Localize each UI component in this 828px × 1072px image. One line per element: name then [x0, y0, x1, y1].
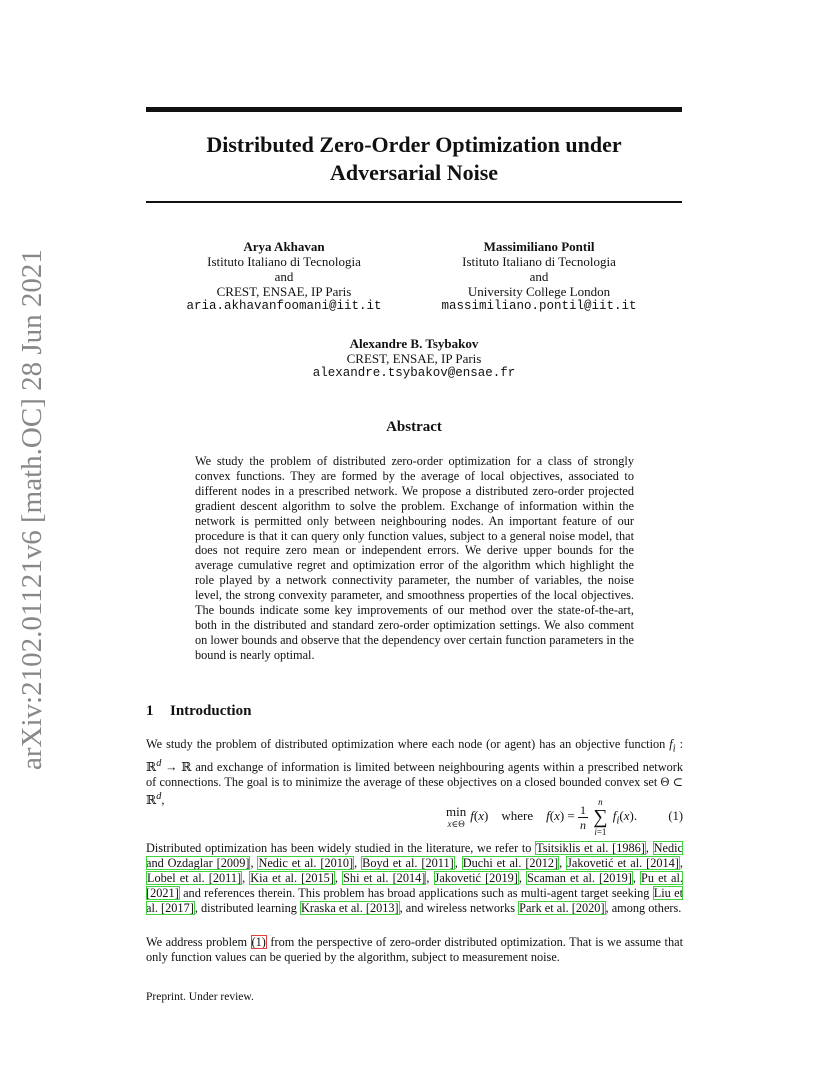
author-and: and	[274, 269, 294, 284]
arxiv-stamp: arXiv:2102.01121v6 [math.OC] 28 Jun 2021	[16, 249, 48, 770]
paper-title	[146, 131, 682, 187]
author-affiliation: Istituto Italiano di Tecnologia	[462, 254, 616, 269]
author-and: and	[529, 269, 549, 284]
title-bottom-rule	[146, 201, 682, 203]
author-name: Massimiliano Pontil	[483, 239, 595, 254]
citation-link[interactable]: Shi et al. [2014]	[343, 870, 426, 885]
text-run: from the perspective of zero-order distributed optimization. That is we assume that only function values can be queried by the algorithm, subject to measurement noise.	[146, 935, 683, 964]
math-theta: Θ ⊂ ℝ$^d$	[146, 775, 683, 808]
section-heading	[146, 703, 251, 720]
equation-body: min x∈Θ f(x) where f(x) = $\frac{1}{n}$ n ∑ i=1 $f_i(x)$.	[446, 797, 638, 837]
section-number: 1	[146, 703, 154, 719]
title-line-1: Distributed Zero-Order Optimization under	[206, 132, 622, 157]
author-name: Arya Akhavan	[243, 239, 325, 254]
citation-link[interactable]: Jakovetić et al. [2014]	[567, 855, 679, 870]
text-run: , among others.	[605, 900, 682, 915]
citation-link[interactable]: Nedic et al. [2010]	[258, 855, 354, 870]
text-run: We address problem	[146, 935, 251, 949]
author-block-1	[170, 239, 398, 314]
text-run: ,	[161, 793, 165, 808]
intro-paragraph-2: Distributed optimization has been widely studied in the literature, we refer to Tsitsiklis et al. [1986], Nedic and Ozdaglar [2009], Nedic et al. [2010], Boyd et al. [2011], Duchi et al. [2012], Jakovetić et al. [2014], Lobel et al. [2011], Kia et al. [2015], Shi et al. [2014], Jakovetić [2019], Scaman et al. [2019], Pu et al. [2021] and references therein. This problem has broad applications such as multi-agent target seeking Liu et al. [2017], distributed learning Kraska et al. [2013], and wireless networks Park et al. [2020], among others.	[146, 841, 684, 915]
title-line-2: Adversarial Noise	[329, 160, 499, 185]
citation-link[interactable]: Tsitsiklis et al. [1986]	[536, 841, 645, 855]
math-fi: $f_i$ : ℝ$^d$ → ℝ	[146, 737, 683, 775]
text-run: We study the problem of distributed optimization where each node (or agent) has an objective function	[146, 737, 670, 751]
citation-link[interactable]: Kraska et al. [2013]	[301, 900, 399, 915]
author-name: Alexandre B. Tsybakov	[349, 336, 479, 351]
equation-ref-link[interactable]: (1)	[251, 935, 266, 949]
citation-link[interactable]: Lobel et al. [2011]	[147, 870, 242, 885]
equation-1	[146, 795, 683, 839]
intro-paragraph-3	[146, 935, 683, 965]
equation-number: (1)	[668, 809, 683, 823]
text-run: , and wireless networks	[399, 900, 519, 915]
author-block-3	[280, 336, 548, 381]
citation-link[interactable]: Jakovetić [2019]	[434, 870, 518, 885]
author-affiliation: Istituto Italiano di Tecnologia	[207, 254, 361, 269]
citation-link[interactable]: Pu et al. [2021]	[146, 870, 684, 900]
author-block-2	[424, 239, 654, 314]
author-email[interactable]: aria.akhavanfoomani@iit.it	[186, 299, 382, 313]
equation-where: where	[501, 807, 534, 823]
citation-link[interactable]: Scaman et al. [2019]	[527, 870, 632, 885]
abstract-heading: Abstract	[386, 419, 442, 435]
section-title: Introduction	[170, 703, 252, 719]
citation-link[interactable]: Liu et al. [2017]	[146, 885, 684, 915]
citation-link[interactable]: Duchi et al. [2012]	[462, 855, 559, 870]
title-top-rule	[146, 107, 682, 112]
text-run: and references therein. This problem has broad applications such as multi-agent target seeking	[179, 885, 653, 900]
author-email[interactable]: alexandre.tsybakov@ensae.fr	[312, 366, 516, 380]
sum-symbol: n ∑ i=1	[593, 797, 608, 837]
author-email[interactable]: massimiliano.pontil@iit.it	[441, 299, 637, 313]
text-run: , distributed learning	[194, 900, 300, 915]
citation-link[interactable]: Boyd et al. [2011]	[362, 855, 454, 870]
citation-link[interactable]: Park et al. [2020]	[519, 900, 605, 915]
author-affiliation: CREST, ENSAE, IP Paris	[216, 284, 352, 299]
author-affiliation: CREST, ENSAE, IP Paris	[346, 351, 482, 366]
min-operator: min x∈Θ	[446, 804, 467, 829]
footer-note: Preprint. Under review.	[146, 991, 254, 1003]
author-affiliation: University College London	[467, 284, 611, 299]
citation-link[interactable]: Nedic and Ozdaglar [2009]	[146, 841, 683, 870]
text-run: and exchange of information is limited between neighbouring agents within a prescribed network of connections. The goal is to minimize the average of these objectives on a closed bounded convex set	[146, 760, 683, 790]
text-run: Distributed optimization has been widely studied in the literature, we refer to	[146, 841, 536, 855]
citation-link[interactable]: Kia et al. [2015]	[250, 870, 334, 885]
fraction: $\frac{1}{n}$	[580, 802, 587, 832]
abstract-text: We study the problem of distributed zero-order optimization for a class of strongly convex functions. They are formed by the average of local objectives, associated to different nodes in a prescribed network. We propose a distributed zero-order projected gradient descent algorithm to solve the problem. Exchange of information within the network is permitted only between neighbouring nodes. An important feature of our procedure is that it can query only function values, subject to a general noise model, that does not require zero mean or independent errors. We derive upper bounds for the average cumulative regret and optimization error of the algorithm which highlight the role played by a network connectivity parameter, the number of variables, the noise level, the strong convexity parameter, and smoothness properties of the local objectives. The bounds indicate some key improvements of our method over the state-of-the-art, both in the distributed and standard zero-order optimization settings. We also comment on lower bounds and observe that the dependency over certain function parameters in the bound is nearly optimal.	[195, 454, 634, 662]
